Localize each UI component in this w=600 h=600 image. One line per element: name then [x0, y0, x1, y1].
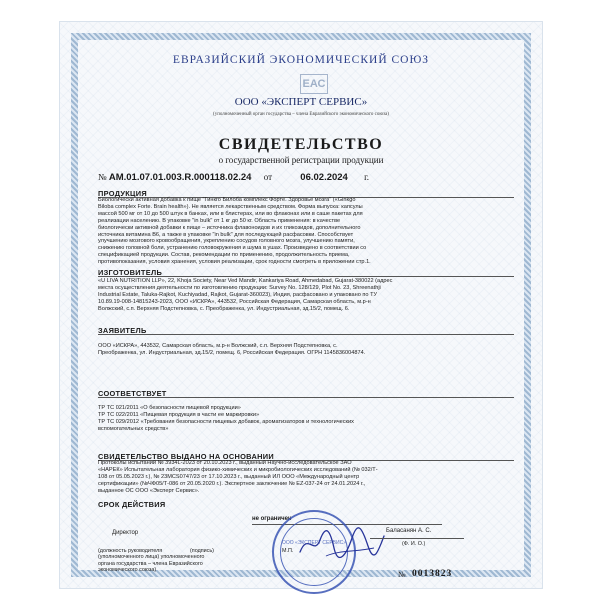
- union-title: ЕВРАЗИЙСКИЙ ЭКОНОМИЧЕСКИЙ СОЮЗ: [172, 54, 430, 66]
- basis-line: «НАРЕК» Испытательная лаборатория физико-химических и микробиологических исследований (№ 032/Т-: [98, 466, 378, 473]
- manufacturer-line: Волжский, с.п. Верхняя Подстепновка, с. Преображенка, ул. Индустриальная, зд.15/2, помещ. 6.: [98, 305, 350, 312]
- head-note-line: (должность руководителя: [98, 548, 163, 554]
- manufacturer-line: 10.89.19-008-14815243-2023, ООО «ИСКРА», 443532, Российская Федерация, Самарская область, м.р-н: [98, 298, 371, 305]
- issuer-company: ООО «ЭКСПЕРТ СЕРВИС»: [234, 96, 368, 108]
- product-line: противопоказания, условия хранения, условия реализации, срок годности смотреть в приложении стр.1.: [98, 259, 371, 266]
- applicant-heading-rule: [98, 334, 514, 335]
- basis-line: 108 от 05.05.2023 г.), № 23МСS0747/23 от 17.10.2023 г., выданный ИЛ ООО «Международный центр: [98, 473, 360, 480]
- manufacturer-line: «U LIVA NUTRITION LLP», 22, Khoja Society, Near Ved Mandir, Kankariya Road, Ahmedabad, Gujarat-380022 (адрес: [98, 278, 393, 284]
- product-text: [98, 197, 512, 266]
- regulation-line: ТР ТС 021/2011 «О безопасности пищевой продукции»: [98, 405, 241, 411]
- head-note-line: экономического союза): [98, 567, 157, 574]
- date-prefix: от: [263, 172, 273, 182]
- basis-line: выданное ОС ООО «Эксперт Сервис».: [98, 487, 200, 494]
- head-note-line: органа государства – члена Евразийского: [98, 560, 203, 567]
- compliance-heading: СООТВЕТСТВУЕТ: [98, 389, 167, 398]
- product-line: спецификацией продукции. Состав, рекомендации по применению, продолжительность приема,: [98, 252, 350, 259]
- signature-mark: [296, 526, 386, 562]
- regulation-line: вспомогательных средств»: [98, 425, 169, 432]
- basis-line: Протоколы испытаний № 3934L-2023 от 20.10.2023 г., выданный Научно-исследовательское ЗАО: [98, 460, 352, 466]
- signatory-name-note: (Ф. И. О.): [402, 541, 426, 547]
- signatory-name-underline: [370, 538, 464, 539]
- manufacturer-line: места осуществления деятельности по изготовлению продукции: Survey No. 128/129, Plot No. 23, Shreenathji: [98, 284, 381, 291]
- product-line: Biloba complex Forte. Brain health»). Не является лекарственным средством. Форма выпуска: капсулы: [98, 203, 363, 210]
- product-heading: ПРОДУКЦИЯ: [98, 189, 147, 198]
- number-prefix: №: [98, 172, 107, 182]
- compliance-text: [98, 405, 512, 433]
- certificate-body: [86, 48, 516, 579]
- product-line: улучшению мозгового кровообращения, укреплению сосудов головного мозга, улучшению памяти,: [98, 238, 355, 245]
- stamp-company: ООО «ЭКСПЕРТ СЕРВИС»: [282, 540, 346, 546]
- signature-note: (подпись): [190, 548, 214, 554]
- certificate-date: 06.02.2024: [300, 172, 348, 183]
- eac-mark: ЕАС: [300, 74, 328, 94]
- serial-number: 0013823: [412, 569, 453, 579]
- applicant-line: Преображенка, ул. Индустриальная, зд.15/2, помещ. 6, Российская Федерация. ОГРН 1145836004874.: [98, 349, 366, 356]
- head-note-line: (уполномоченного лица) уполномоченного: [98, 554, 205, 561]
- product-line: биологически активной добавки к пище – источника флавоноидов и их гликозидов, дополнительного: [98, 224, 361, 231]
- basis-text: [98, 460, 512, 495]
- issuer-note: (уполномоченный орган государства – члена Евразийского экономического союза): [213, 112, 389, 117]
- manufacturer-heading-rule: [98, 276, 514, 277]
- applicant-line: ООО «ИСКРА», 443532, Самарская область, м.р-н Волжский, с.п. Верхняя Подстепновка, с.: [98, 343, 338, 349]
- certificate-number: AM.01.07.01.003.R.000118.02.24: [108, 172, 252, 183]
- manufacturer-text: [98, 278, 512, 313]
- manufacturer-heading: ИЗГОТОВИТЕЛЬ: [98, 268, 163, 277]
- serial-prefix: №: [398, 570, 406, 579]
- product-line: источника витамина В6, а также в упаковке "in bulk" для последующей расфасовки. Способствует: [98, 231, 354, 238]
- year-suffix: г.: [364, 172, 370, 182]
- director-label: Директор: [112, 530, 139, 536]
- regulation-line: ТР ТС 022/2011 «Пищевая продукция в части ее маркировки»: [98, 411, 260, 418]
- basis-heading: СВИДЕТЕЛЬСТВО ВЫДАНО НА ОСНОВАНИИ: [98, 452, 274, 461]
- product-line: реализации населению. В упаковке "in bulk" от 1 кг до 50 кг. Область применения: в качестве: [98, 217, 341, 224]
- regulation-line: ТР ТС 029/2012 «Требования безопасности пищевых добавок, ароматизаторов и технологических: [98, 418, 354, 425]
- certificate-title: СВИДЕТЕЛЬСТВО: [218, 136, 384, 153]
- certificate-number-row: [98, 172, 369, 183]
- validity-value: не ограничен: [252, 516, 292, 522]
- compliance-heading-rule: [98, 397, 514, 398]
- validity-heading: СРОК ДЕЙСТВИЯ: [98, 500, 166, 509]
- signatory-name: Баласанян А. С.: [386, 528, 432, 534]
- applicant-text: [98, 343, 512, 357]
- certificate-sheet: [60, 22, 542, 588]
- seal-note: М.П.: [282, 548, 294, 554]
- applicant-heading: ЗАЯВИТЕЛЬ: [98, 326, 147, 335]
- certificate-subtitle: о государственной регистрации продукции: [218, 155, 384, 165]
- product-line: массой 500 мг от 10 до 500 штук в банках, или в блистерах, или во флаконах или в саше пакетах для: [98, 210, 363, 217]
- head-position-note: [98, 548, 204, 574]
- basis-line: сертификации» (№ЧФ05/Т-086 от 20.05.2020 г.). Экспертное заключение № EZ-037-24 от 24.01.2024 г.,: [98, 480, 366, 487]
- manufacturer-line: Industrial Estate, Taluka-Rajkot, Kuchiyadad, Rajkot, Gujarat-360023), Индия, расфасовано и упаковано по ТУ: [98, 291, 378, 298]
- product-line: Биологически активная добавка к пище "Гинкго Билоба комплекс Форте. Здоровье мозга" («Ginkgo: [98, 197, 356, 203]
- product-line: снижению головной боли, устранению головокружения и шума в ушах. Произведено в соответствии со: [98, 245, 367, 252]
